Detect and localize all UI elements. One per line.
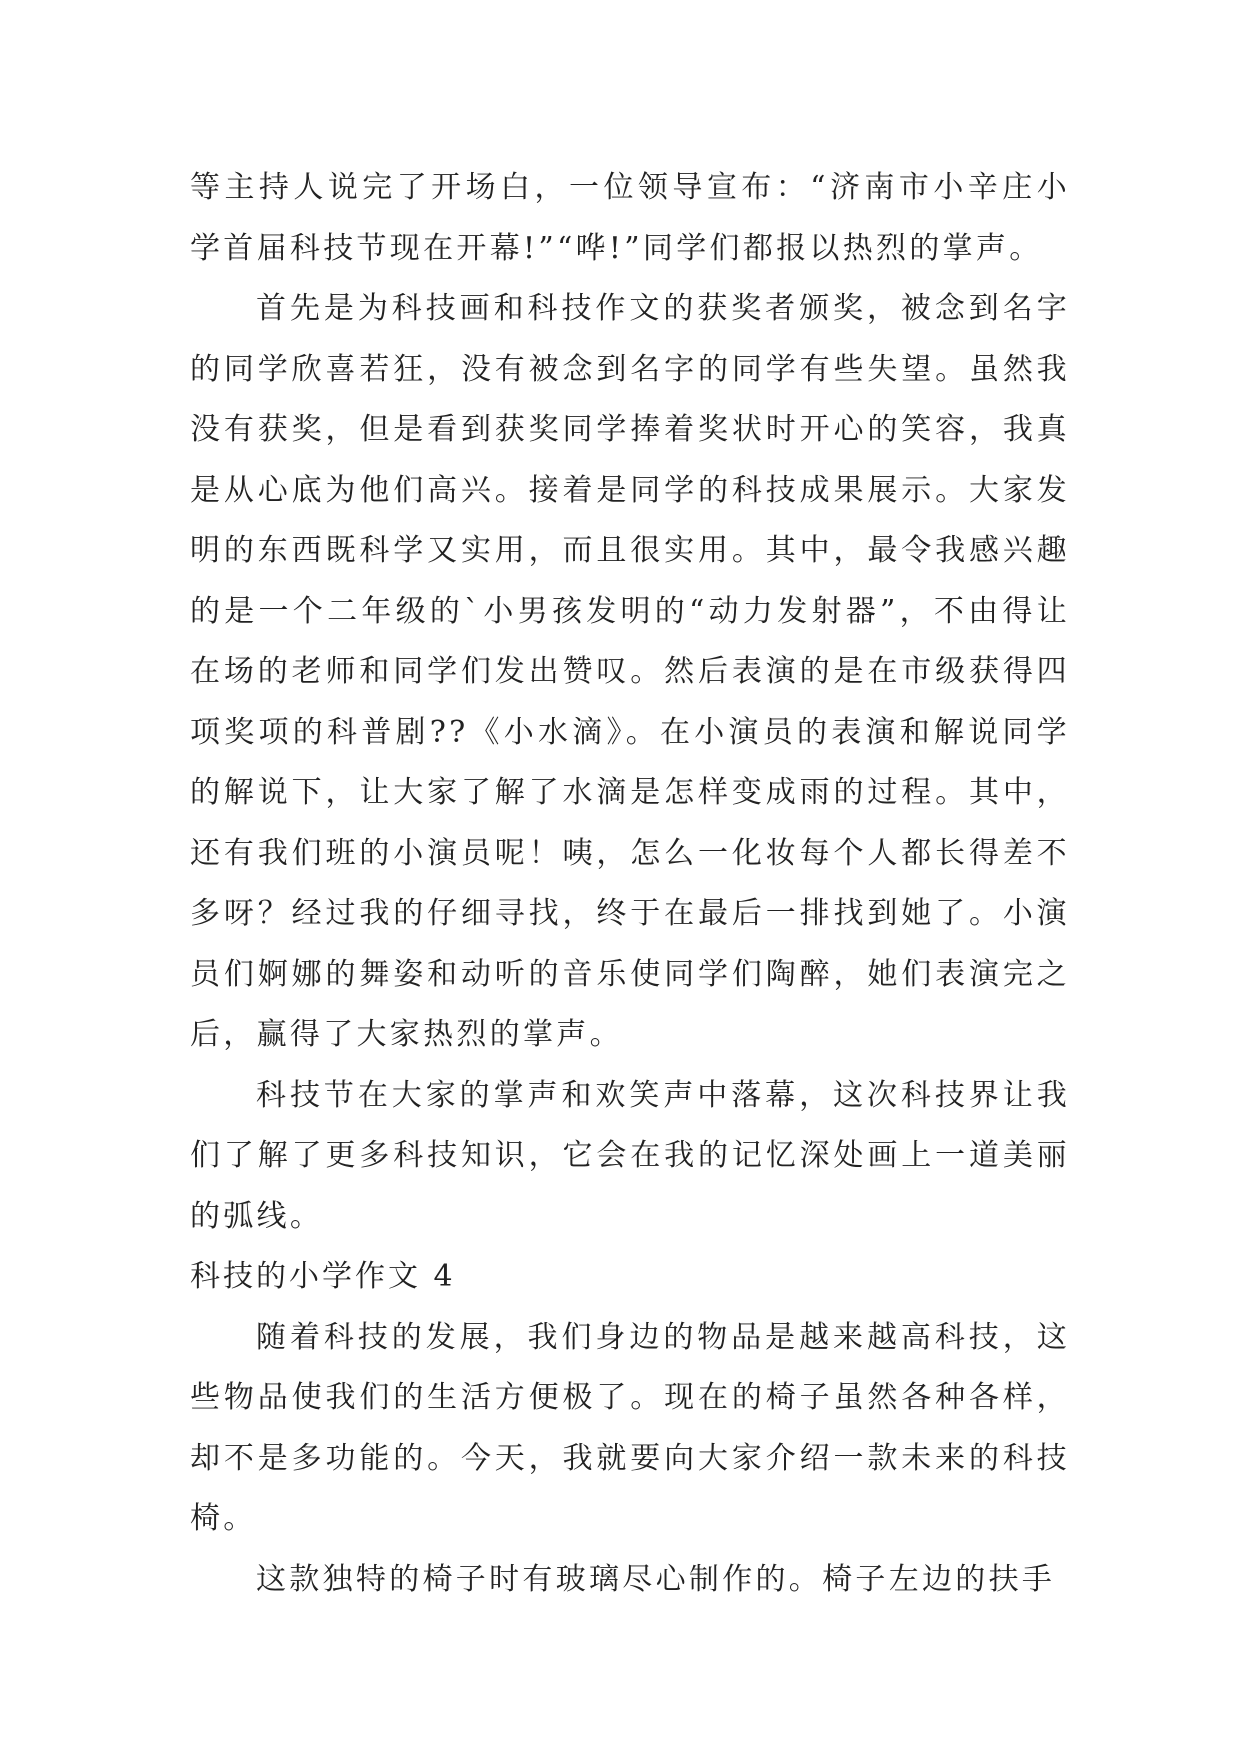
paragraph-opening: 等主持人说完了开场白，一位领导宣布：“济南市小辛庄小学首届科技节现在开幕!”“哗!”同学们都报以热烈的掌声。 bbox=[190, 170, 1070, 266]
paragraph-tech-chair-description: 这款独特的椅子时有玻璃尽心制作的。椅子左边的扶手 bbox=[256, 1561, 1056, 1597]
paragraph-closing: 科技节在大家的掌声和欢笑声中落幕，这次科技界让我们了解了更多科技知识，它会在我的记忆深处画上一道美丽的弧线。 bbox=[190, 1077, 1070, 1234]
document-body bbox=[190, 158, 1070, 1610]
paragraph-award-ceremony: 首先是为科技画和科技作文的获奖者颁奖，被念到名字的同学欣喜若狂，没有被念到名字的同学有些失望。虽然我没有获奖，但是看到获奖同学捧着奖状时开心的笑容，我真是从心底为他们高兴。接着是同学的科技成果展示。大家发明的东西既科学又实用，而且很实用。其中，最令我感兴趣的是一个二年级的`小男孩发明的“动力发射器”，不由得让在场的老师和同学们发出赞叹。然后表演的是在市级获得四项奖项的科普剧??《小水滴》。在小演员的表演和解说同学的解说下，让大家了解了水滴是怎样变成雨的过程。其中，还有我们班的小演员呢！咦，怎么一化妆每个人都长得差不多呀？经过我的仔细寻找，终于在最后一排找到她了。小演员们婀娜的舞姿和动听的音乐使同学们陶醉，她们表演完之后，赢得了大家热烈的掌声。 bbox=[190, 291, 1070, 1052]
section-title: 科技的小学作文 4 bbox=[190, 1259, 456, 1294]
paragraph-tech-chair-intro: 随着科技的发展，我们身边的物品是越来越高科技，这些物品使我们的生活方便极了。现在的椅子虽然各种各样，却不是多功能的。今天，我就要向大家介绍一款未来的科技椅。 bbox=[190, 1319, 1070, 1536]
